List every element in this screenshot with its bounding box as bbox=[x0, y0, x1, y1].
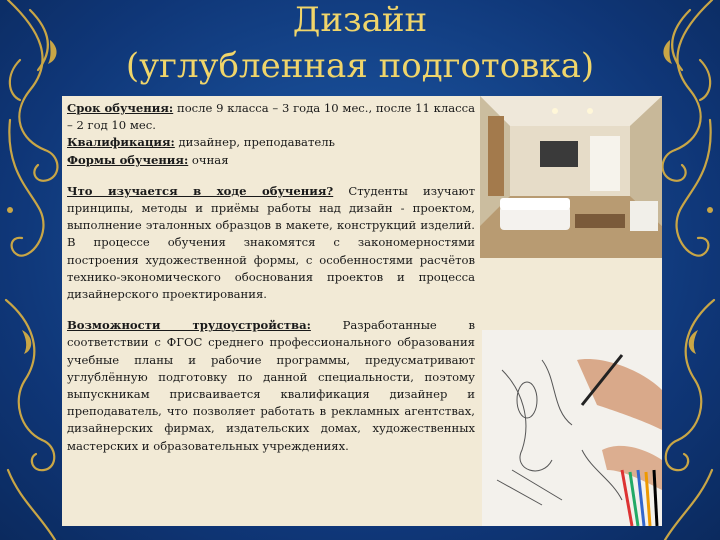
employment-paragraph bbox=[67, 317, 475, 455]
studied-paragraph bbox=[67, 183, 475, 303]
slide-subtitle: (углубленная подготовка) bbox=[125, 46, 595, 86]
forms-label: Формы обучения: bbox=[67, 152, 189, 167]
interior-photo bbox=[480, 96, 662, 258]
left-gold-ornament bbox=[0, 0, 70, 540]
sketch-photo bbox=[482, 330, 662, 526]
duration-value: после 9 класса – 3 года 10 мес., после 11 класса – 2 год 10 мес. bbox=[67, 101, 476, 133]
duration-line bbox=[67, 100, 475, 134]
forms-line bbox=[67, 152, 475, 169]
duration-label: Срок обучения: bbox=[67, 101, 174, 115]
employment-text: Разработанные в соответствии с ФГОС среднего профессионального образования учебные планы и рабочие программы, предусматривают углублённую подготовку по данной специальности, поэтому выпускникам присваивается квалификация дизайнер и преподаватель, что позволяет работать в рекламных агентствах, дизайнерских фирмах, издательских домах, художественных мастерских и образовательных учреждениях. bbox=[67, 318, 475, 453]
employment-label: Возможности трудоустройства: bbox=[67, 318, 311, 333]
qualification-value: дизайнер, преподаватель bbox=[174, 135, 335, 150]
forms-value: очная bbox=[188, 152, 229, 167]
studied-label: Что изучается в ходе обучения? bbox=[67, 183, 334, 198]
qualification-line bbox=[67, 134, 475, 151]
content-text bbox=[67, 100, 475, 455]
slide-title: Дизайн bbox=[292, 0, 428, 40]
studied-text: Студенты изучают принципы, методы и приёмы работы над дизайн - проектом, выполнение эталонных образцов в макете, конструкций изделий. В процессе обучения знакомятся с закономерностями построения художественной формы, с особенностями расчётов технико-экономического обоснования проектов и процесса дизайнерского проектирования. bbox=[67, 183, 475, 302]
qualification-label: Квалификация: bbox=[67, 135, 175, 150]
